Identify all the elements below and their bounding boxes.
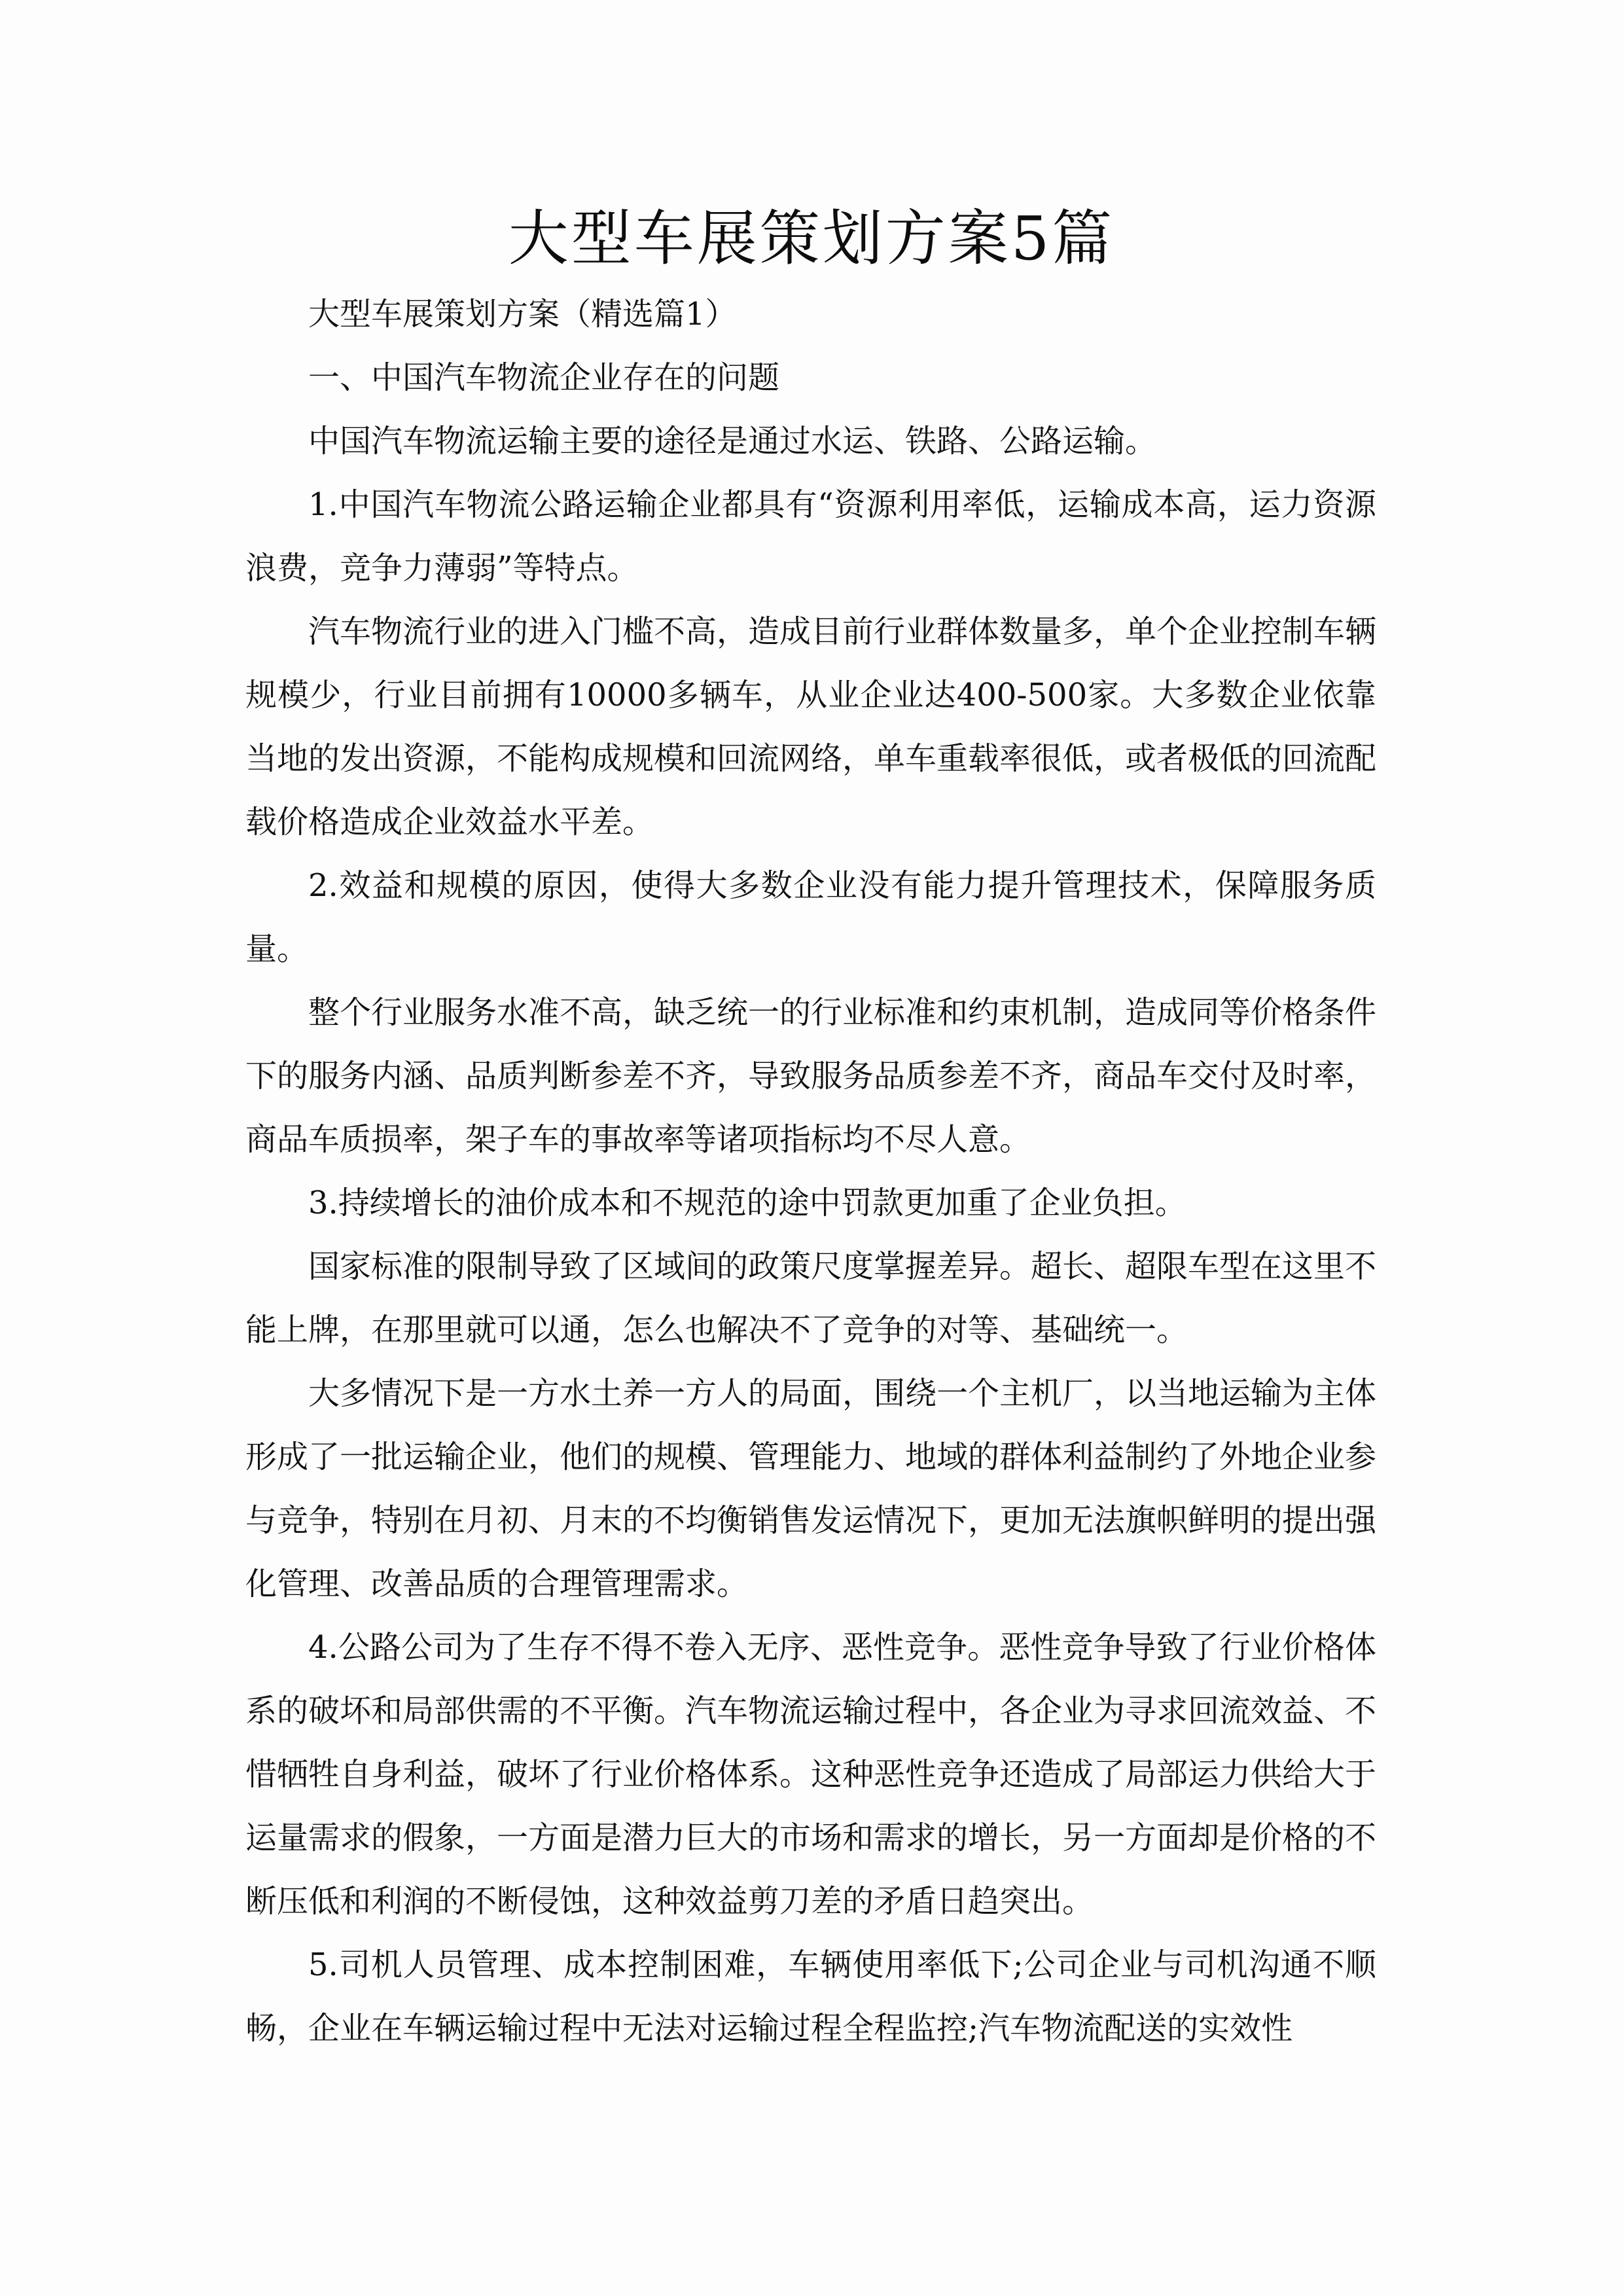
document-title: 大型车展策划方案5篇 — [508, 204, 1115, 274]
paragraph: 整个行业服务水准不高，缺乏统一的行业标准和约束机制，造成同等价格条件下的服务内涵、品质判断参差不齐，导致服务品质参差不齐，商品车交付及时率，商品车质损率，架子车的事故率等诸项指标均不尽人意。 — [245, 994, 1377, 1158]
paragraph: 汽车物流行业的进入门槛不高，造成目前行业群体数量多，单个企业控制车辆规模少，行业目前拥有10000多辆车，从业企业达400-500家。大多数企业依靠当地的发出资源，不能构成规模和回流网络，单车重载率很低，或者极低的回流配载价格造成企业效益水平差。 — [245, 613, 1377, 840]
paragraph: 3.持续增长的油价成本和不规范的途中罚款更加重了企业负担。 — [308, 1185, 1186, 1221]
paragraph: 4.公路公司为了生存不得不卷入无序、恶性竞争。恶性竞争导致了行业价格体系的破坏和局部供需的不平衡。汽车物流运输过程中，各企业为寻求回流效益、不惜牺牲自身利益，破坏了行业价格体系。这种恶性竞争还造成了局部运力供给大于运量需求的假象，一方面是潜力巨大的市场和需求的增长，另一方面却是价格的不断压低和利润的不断侵蚀，这种效益剪刀差的矛盾日趋突出。 — [245, 1629, 1377, 1920]
paragraph: 1.中国汽车物流公路运输企业都具有“资源利用率低，运输成本高，运力资源浪费，竞争力薄弱”等特点。 — [245, 486, 1376, 586]
paragraph: 2.效益和规模的原因，使得大多数企业没有能力提升管理技术，保障服务质量。 — [245, 867, 1376, 967]
paragraph: 国家标准的限制导致了区域间的政策尺度掌握差异。超长、超限车型在这里不能上牌，在那里就可以通，怎么也解决不了竞争的对等、基础统一。 — [245, 1248, 1377, 1348]
paragraph: 中国汽车物流运输主要的途径是通过水运、铁路、公路运输。 — [308, 423, 1157, 459]
document-body — [245, 283, 1376, 2060]
section-heading: 一、中国汽车物流企业存在的问题 — [308, 359, 780, 396]
section-subtitle: 大型车展策划方案（精选篇1） — [308, 296, 737, 332]
paragraph: 大多情况下是一方水土养一方人的局面，围绕一个主机厂，以当地运输为主体形成了一批运输企业，他们的规模、管理能力、地域的群体利益制约了外地企业参与竞争，特别在月初、月末的不均衡销售发运情况下，更加无法旗帜鲜明的提出强化管理、改善品质的合理管理需求。 — [245, 1375, 1377, 1602]
paragraph: 5.司机人员管理、成本控制困难，车辆使用率低下;公司企业与司机沟通不顺畅，企业在车辆运输过程中无法对运输过程全程监控;汽车物流配送的实效性 — [245, 1946, 1376, 2047]
